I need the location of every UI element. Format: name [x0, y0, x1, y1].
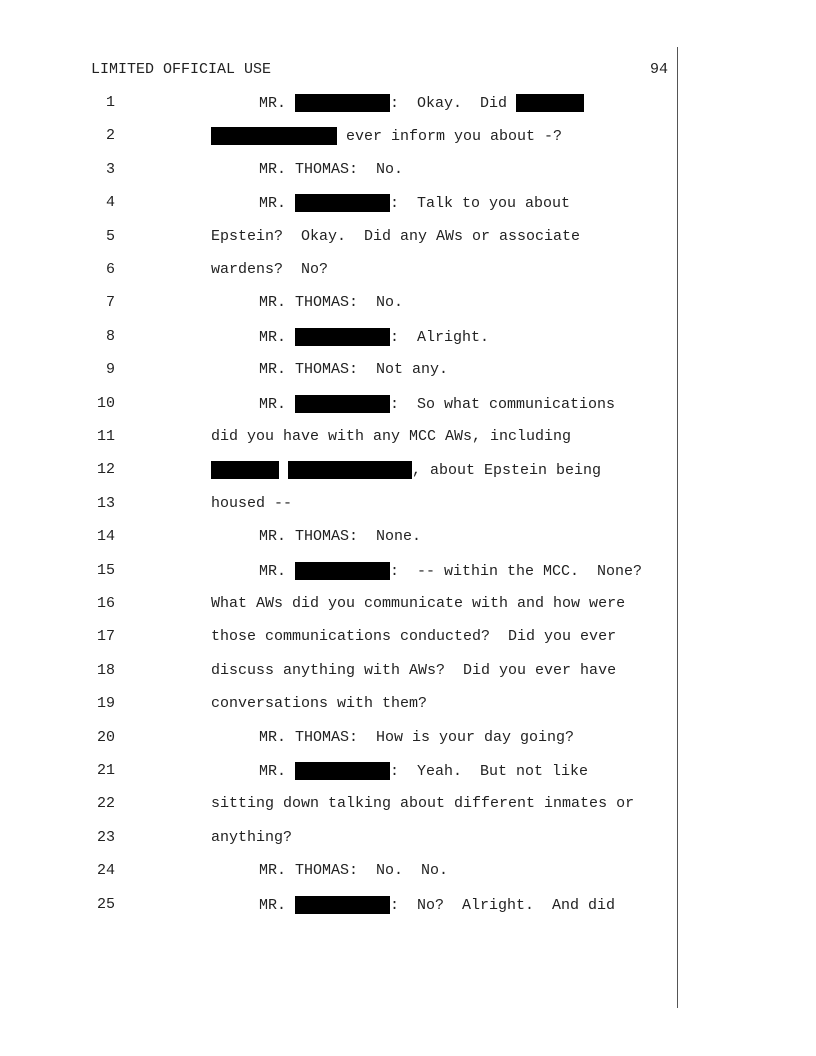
redaction-block [295, 562, 390, 580]
transcript-line: housed -- [211, 495, 293, 512]
transcript-line: sitting down talking about different inmates or [211, 795, 635, 812]
transcript-line [259, 194, 570, 212]
line-text-segment: MR. [259, 562, 296, 580]
line-text-segment [279, 462, 288, 479]
line-number: 24 [96, 862, 115, 879]
transcript-line: MR. THOMAS: No. No. [259, 862, 449, 879]
line-number: 2 [105, 127, 115, 144]
line-number: 18 [96, 662, 115, 679]
transcript-line: discuss anything with AWs? Did you ever have [211, 662, 617, 679]
transcript-line: anything? [211, 829, 293, 846]
line-number: 19 [96, 695, 115, 712]
line-text-segment: : No? Alright. And did [390, 896, 616, 914]
line-number: 4 [105, 194, 115, 211]
line-number: 9 [105, 361, 115, 378]
line-text-segment: MR. [259, 762, 296, 780]
redaction-block [295, 395, 390, 413]
line-number: 6 [105, 261, 115, 278]
line-text-segment: MR. [259, 194, 296, 212]
line-number: 1 [105, 94, 115, 111]
line-text-segment: MR. [259, 896, 296, 914]
line-number: 7 [105, 294, 115, 311]
line-number: 23 [96, 829, 115, 846]
line-number: 25 [96, 896, 115, 913]
line-number: 14 [96, 528, 115, 545]
transcript-line [259, 562, 642, 580]
line-number: 21 [96, 762, 115, 779]
line-text-segment: , about Epstein being [412, 461, 602, 479]
line-number: 3 [105, 161, 115, 178]
transcript-line: What AWs did you communicate with and how were [211, 595, 626, 612]
line-number: 8 [105, 328, 115, 345]
transcript-line: MR. THOMAS: Not any. [259, 361, 449, 378]
line-number: 5 [105, 228, 115, 245]
transcript-line [259, 762, 588, 780]
transcript-line [259, 896, 615, 914]
line-text-segment: ever inform you about -? [337, 127, 563, 145]
classification-header: LIMITED OFFICIAL USE [91, 61, 272, 78]
transcript-line: did you have with any MCC AWs, including [211, 428, 572, 445]
line-text-segment: : Okay. Did [390, 94, 517, 112]
redaction-block [295, 762, 390, 780]
redaction-block [295, 194, 390, 212]
transcript-line: MR. THOMAS: How is your day going? [259, 729, 575, 746]
page-number: 94 [650, 61, 669, 78]
line-text-segment: : So what communications [390, 395, 616, 413]
line-number: 12 [96, 461, 115, 478]
right-margin-rule [677, 47, 678, 1008]
transcript-line [211, 461, 601, 479]
line-text-segment: : Talk to you about [390, 194, 571, 212]
transcript-line: those communications conducted? Did you ever [211, 628, 617, 645]
redaction-block [516, 94, 584, 112]
transcript-line: MR. THOMAS: No. [259, 161, 404, 178]
transcript-line: wardens? No? [211, 261, 329, 278]
transcript-line [211, 127, 562, 145]
line-text-segment: MR. [259, 328, 296, 346]
transcript-line [259, 94, 584, 112]
line-number: 16 [96, 595, 115, 612]
redaction-block [295, 94, 390, 112]
line-number: 22 [96, 795, 115, 812]
line-number: 10 [96, 395, 115, 412]
line-text-segment: : -- within the MCC. None? [390, 562, 643, 580]
transcript-line [259, 328, 489, 346]
line-text-segment: MR. [259, 395, 296, 413]
transcript-line [259, 395, 615, 413]
transcript-line: conversations with them? [211, 695, 428, 712]
line-number: 20 [96, 729, 115, 746]
redaction-block [211, 127, 337, 145]
line-number: 17 [96, 628, 115, 645]
transcript-line: MR. THOMAS: None. [259, 528, 422, 545]
line-number: 13 [96, 495, 115, 512]
transcript-line: MR. THOMAS: No. [259, 294, 404, 311]
redaction-block [295, 328, 390, 346]
line-number: 11 [96, 428, 115, 445]
line-text-segment: MR. [259, 94, 296, 112]
line-text-segment: : Alright. [390, 328, 490, 346]
redaction-block [295, 896, 390, 914]
redaction-block [211, 461, 279, 479]
line-text-segment: : Yeah. But not like [390, 762, 589, 780]
transcript-line: Epstein? Okay. Did any AWs or associate [211, 228, 581, 245]
line-number: 15 [96, 562, 115, 579]
redaction-block [288, 461, 412, 479]
